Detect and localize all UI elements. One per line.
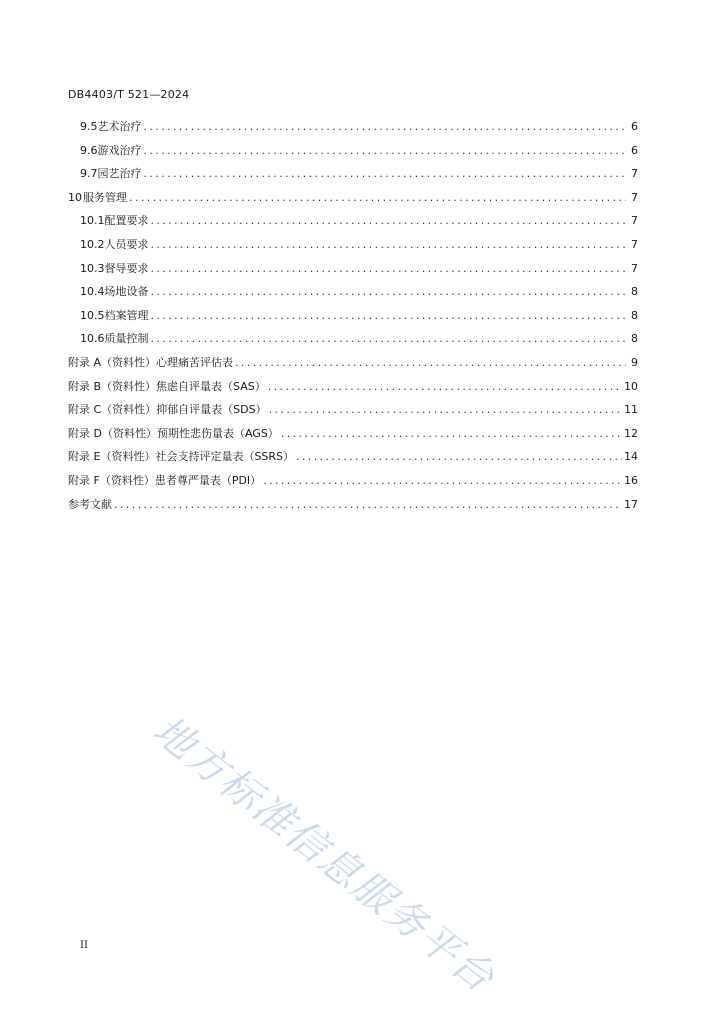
toc-entry-title: 质量控制 [104,332,149,346]
toc-dot-leader [281,427,622,440]
toc-dot-leader [151,262,627,275]
toc-entry-page: 6 [631,120,638,133]
toc-entry[interactable] [68,401,638,425]
toc-entry-number: 附录 D（资料性） [68,426,157,440]
toc-entry[interactable] [68,260,638,284]
toc-dot-leader [151,332,627,345]
toc-entry-title: 参考文献 [68,497,112,511]
toc-entry[interactable] [68,212,638,236]
toc-entry-page: 12 [624,426,638,440]
toc-entry-title: 患者尊严量表（PDI） [154,473,262,487]
toc-entry-page: 14 [624,450,638,464]
toc-dot-leader [296,450,622,463]
toc-entry-page: 6 [631,143,638,157]
toc-entry-number: 10.5 [80,308,105,322]
toc-entry-page: 17 [624,497,638,511]
table-of-contents [68,118,638,519]
toc-entry-title: 场地设备 [104,285,149,299]
toc-entry-number: 9.5 [80,120,98,133]
toc-entry-number: 10.6 [80,332,105,346]
watermark-text: 地方标准信息服务平台 [144,707,504,1002]
toc-entry-title: 预期性悲伤量表（AGS） [156,426,279,440]
toc-entry-title: 配置要求 [104,214,149,228]
toc-entry[interactable] [68,425,638,449]
toc-entry-number: 附录 B（资料性） [68,379,157,393]
toc-entry-page: 8 [631,308,638,322]
toc-entry[interactable] [68,496,638,520]
toc-entry-title: 督导要求 [104,261,149,275]
toc-dot-leader [151,214,627,227]
toc-entry-title: 档案管理 [104,308,149,322]
toc-entry[interactable] [68,448,638,472]
toc-dot-leader [144,144,626,157]
toc-entry-page: 7 [631,214,638,228]
toc-entry-page: 7 [631,261,638,275]
toc-entry-page: 16 [624,473,638,487]
toc-entry[interactable] [68,165,638,189]
toc-entry-number: 附录 E（资料性） [68,450,156,464]
document-code: DB4403/T 521—2024 [68,88,190,101]
toc-entry[interactable] [68,472,638,496]
toc-entry[interactable] [68,236,638,260]
toc-entry[interactable] [68,142,638,166]
toc-entry-page: 8 [631,332,638,346]
toc-entry-number: 10.4 [80,285,105,299]
toc-entry[interactable] [68,189,638,213]
toc-entry-page: 8 [631,285,638,299]
toc-entry-number: 10.2 [80,237,105,251]
toc-dot-leader [269,403,622,416]
toc-entry[interactable] [68,307,638,331]
toc-entry-page: 9 [631,355,638,369]
toc-entry-number: 10.1 [80,214,105,228]
toc-entry[interactable] [68,118,638,142]
toc-entry-number: 10.3 [80,261,105,275]
toc-dot-leader [129,191,626,204]
toc-entry-number: 附录 A（资料性） [68,355,157,369]
toc-entry-title: 园艺治疗 [97,167,142,181]
toc-entry-page: 7 [631,167,638,181]
toc-entry-page: 10 [624,379,638,393]
toc-entry-title: 抑郁自评量表（SDS） [156,403,267,417]
toc-entry-number: 附录 F（资料性） [68,473,155,487]
toc-entry-title: 服务管理 [83,190,128,204]
toc-entry[interactable] [68,330,638,354]
toc-entry-number: 9.7 [80,167,98,181]
toc-entry-title: 社会支持评定量表（SSRS） [155,450,295,464]
toc-entry-number: 附录 C（资料性） [68,403,157,417]
toc-dot-leader [144,167,626,180]
toc-entry-title: 人员要求 [104,237,149,251]
toc-dot-leader [151,309,627,322]
toc-dot-leader [263,474,622,487]
toc-dot-leader [268,380,622,393]
page-number: II [80,940,88,951]
toc-dot-leader [235,356,626,369]
toc-entry[interactable] [68,378,638,402]
toc-entry-page: 7 [631,190,638,204]
toc-entry-number: 10 [68,190,82,204]
toc-entry[interactable] [68,283,638,307]
toc-dot-leader [151,285,627,298]
toc-entry-title: 焦虑自评量表（SAS） [156,379,266,393]
toc-dot-leader [144,120,626,133]
toc-entry[interactable] [68,354,638,378]
toc-entry-page: 11 [624,403,638,417]
toc-entry-title: 艺术治疗 [97,120,142,133]
toc-entry-number: 9.6 [80,143,98,157]
toc-entry-page: 7 [631,237,638,251]
toc-entry-title: 心理痛苦评估表 [156,355,234,369]
toc-dot-leader [151,238,627,251]
toc-dot-leader [114,498,622,511]
toc-entry-title: 游戏治疗 [97,143,142,157]
